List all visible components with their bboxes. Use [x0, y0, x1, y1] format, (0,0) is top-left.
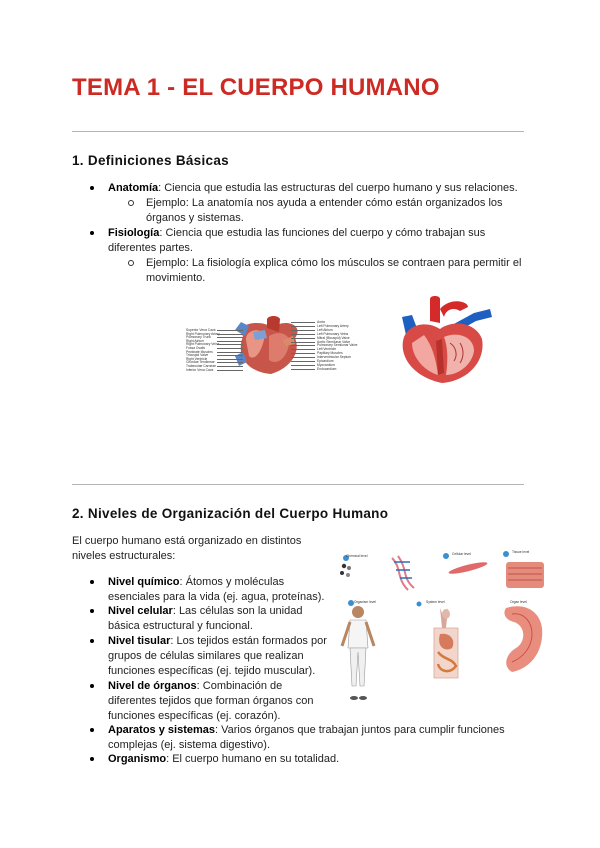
leader-line	[291, 365, 315, 366]
divider	[72, 484, 524, 485]
heart-label: Aorta	[317, 320, 325, 324]
heart-cross-section-image	[388, 295, 494, 385]
leader-line	[217, 362, 243, 363]
figure-label: Organism level	[354, 600, 376, 604]
leader-line	[291, 357, 315, 358]
heart-label: Inferior Vena Cava	[186, 367, 214, 372]
definition-text: : Combinación de diferentes tejidos que forman órganos con funciones específicas (ej. corazón).	[108, 680, 314, 723]
heart-label: Right Atrium	[186, 338, 204, 343]
heart-label: Endocardium	[317, 366, 337, 371]
heart-label: Left Ventricle	[317, 347, 337, 352]
heart-label: Right Ventricle	[186, 356, 208, 361]
heart-label: Pulmonary Trunk	[186, 335, 211, 340]
definition-text: : Átomos y moléculas esenciales para la vida (ej. agua, proteínas).	[108, 576, 325, 604]
leader-line	[217, 370, 243, 371]
example-text: Ejemplo: La fisiología explica cómo los músculos se contraen para permitir el movimiento.	[146, 257, 522, 285]
leader-line	[291, 342, 315, 343]
leader-line	[291, 330, 315, 331]
term: Nivel tisular	[108, 635, 171, 647]
term: Fisiología	[108, 227, 160, 239]
figure-label: Tissue level	[512, 550, 530, 554]
figure-label: System level	[426, 600, 445, 604]
bullet-icon	[90, 757, 94, 761]
heart-label: Right Pulmonary Veins	[186, 342, 220, 347]
figure-label: Organ level	[510, 600, 527, 604]
leader-line	[217, 355, 243, 356]
definition-text: : Los tejidos están formados por grupos de células similares que realizan funciones específicas (ej. tejido muscular).	[108, 635, 327, 678]
bullet-icon	[90, 639, 94, 643]
term: Nivel de órganos	[108, 680, 197, 692]
definition-text: : Varios órganos que trabajan juntos para cumplir funciones complejas (ej. sistema digestivo).	[108, 724, 505, 752]
leader-line	[217, 348, 243, 349]
leader-line	[291, 361, 315, 362]
levels-of-organization-diagram	[336, 548, 548, 708]
heart-label: Myocardium	[317, 362, 335, 367]
definition-text: : Las células son la unidad básica estructural y funcional.	[108, 605, 303, 633]
bullet-icon	[90, 186, 94, 190]
heart-label: Left Pulmonary Artery	[317, 323, 349, 328]
bullet-icon	[90, 580, 94, 584]
definition-text: : El cuerpo humano en su totalidad.	[166, 753, 340, 765]
bullet-icon	[90, 684, 94, 688]
term: Nivel celular	[108, 605, 173, 617]
leader-line	[217, 341, 243, 342]
leader-line	[217, 337, 243, 338]
term: Aparatos y sistemas	[108, 724, 215, 736]
levels-of-organization-illustration	[336, 548, 548, 708]
heart-label: Mitral (Bicuspid) Valve	[317, 335, 350, 340]
term: Nivel químico	[108, 576, 180, 588]
heart-label: Epicardium	[317, 359, 334, 363]
heart-label: Left Atrium	[317, 327, 333, 332]
section-heading-levels: 2. Niveles de Organización del Cuerpo Humano	[72, 506, 389, 521]
definition-text: : Ciencia que estudia las funciones del cuerpo y cómo trabajan sus diferentes partes.	[108, 227, 486, 255]
divider	[72, 131, 524, 132]
leader-line	[291, 345, 315, 346]
term: Anatomía	[108, 182, 159, 194]
leader-line	[291, 334, 315, 335]
leader-line	[291, 326, 315, 327]
leader-line	[291, 353, 315, 354]
leader-line	[217, 330, 243, 331]
heart-label: Pectinate Muscles	[186, 349, 213, 354]
bullet-icon	[90, 609, 94, 613]
leader-line	[291, 322, 315, 323]
leader-line	[291, 338, 315, 339]
figure-label: Cellular level	[452, 552, 471, 556]
heart-label: Fossa Ovalis	[186, 346, 206, 350]
sub-bullet-icon	[128, 200, 134, 206]
heart-label: Right Pulmonary Artery	[186, 331, 220, 336]
term: Organismo	[108, 753, 167, 765]
heart-label: Trabeculae Carneae	[186, 364, 216, 368]
heart-label: Pulmonary Semilunar Valve	[317, 343, 358, 348]
intro-paragraph: El cuerpo humano está organizado en distintos niveles estructurales:	[72, 535, 302, 563]
heart-label: Superior Vena Cava	[186, 328, 216, 332]
heart-label: Tricuspid Valve	[186, 353, 209, 358]
leader-line	[217, 344, 243, 345]
leader-line	[217, 359, 243, 360]
heart-label: Left Pulmonary Veins	[317, 331, 349, 336]
figure-label: Chemical level	[346, 554, 368, 558]
heart-label: Chordae Tendineae	[186, 360, 215, 365]
section-heading-definitions: 1. Definiciones Básicas	[72, 153, 229, 168]
sub-bullet-icon	[128, 260, 134, 266]
heart-label: Papillary Muscles	[317, 351, 343, 356]
leader-line	[217, 366, 243, 367]
bullet-icon	[90, 231, 94, 235]
bullet-icon	[90, 728, 94, 732]
leader-line	[217, 334, 243, 335]
leader-line	[291, 369, 315, 370]
heart-anatomy-diagram	[183, 316, 358, 376]
leader-line	[291, 349, 315, 350]
leader-line	[217, 352, 243, 353]
definition-text: : Ciencia que estudia las estructuras del cuerpo humano y sus relaciones.	[158, 182, 518, 194]
heart-label: Aortic Semilunar Valve	[317, 339, 351, 344]
page-title: TEMA 1 - EL CUERPO HUMANO	[72, 74, 440, 101]
heart-label: Interventricular Septum	[317, 355, 352, 360]
heart-cross-section-illustration	[388, 295, 494, 385]
example-text: Ejemplo: La anatomía nos ayuda a entender cómo están organizados los órganos y sistemas.	[146, 197, 503, 225]
